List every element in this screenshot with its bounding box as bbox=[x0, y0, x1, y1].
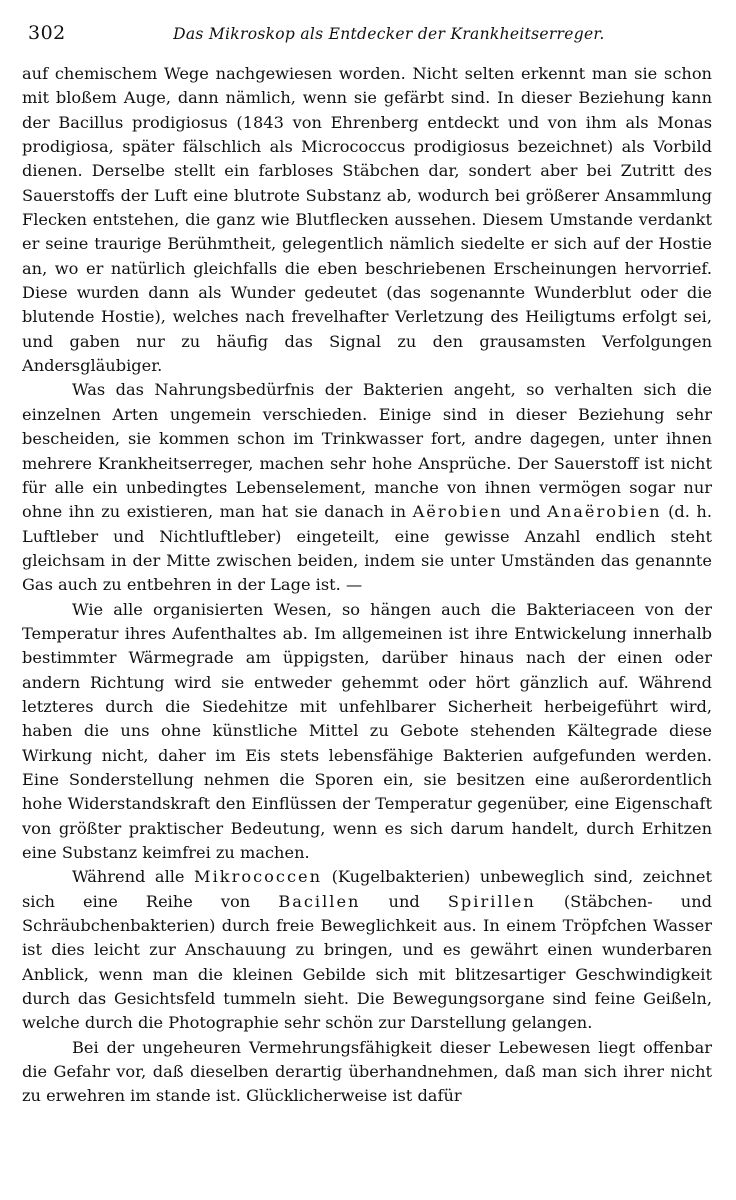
body-text bbox=[22, 62, 712, 1109]
paragraph bbox=[22, 598, 712, 866]
text-run: und bbox=[502, 502, 548, 522]
paragraph bbox=[22, 865, 712, 1035]
spaced-term: Mikrococcen bbox=[194, 867, 323, 887]
page bbox=[22, 22, 712, 1109]
page-number: 302 bbox=[28, 22, 66, 44]
spaced-term: Spirillen bbox=[447, 891, 536, 911]
text-run: Während alle bbox=[72, 867, 195, 887]
page-header bbox=[22, 22, 712, 56]
text-run: (d. h. Luftleber und Nichtluftleber) eingeteilt, eine gewisse Anzahl endlich steht gleichsam in der Mitte zwischen beiden, indem sie unter Umständen das genannte Gas auch zu entbehren in der Lage ist. — bbox=[22, 502, 712, 595]
text-run: auf chemischem Wege nachgewiesen worden. Nicht selten erkennt man sie schon mit bloßem Auge, dann nämlich, wenn sie gefärbt sind. In dieser Beziehung kann der Bacillus prodigiosus (1843 von Ehrenberg entdeckt und von ihm als Monas prodigiosa, später fälschlich als Micrococcus prodigiosus bezeichnet) als Vorbild dienen. Derselbe stellt ein farbloses Stäbchen dar, sondert aber bei Zutritt des Sauerstoffs der Luft eine blutrote Substanz ab, wodurch bei größerer Ansammlung Flecken entstehen, die ganz wie Blutflecken aussehen. Diesem Umstande verdankt er seine traurige Berühmtheit, gelegentlich nämlich siedelte er sich auf der Hostie an, wo er natürlich gleichfalls die eben beschriebenen Erscheinungen hervorrief. Diese wurden dann als Wunder gedeutet (das sogenannte Wunderblut oder die blutende Hostie), welches nach frevelhafter Verletzung des Heiligtums erfolgt sei, und gaben nur zu häufig das Signal zu den grausamsten Verfolgungen Andersgläubiger. bbox=[22, 64, 712, 376]
spaced-term: Anaërobien bbox=[547, 502, 662, 522]
paragraph bbox=[22, 1036, 712, 1109]
paragraph bbox=[22, 62, 712, 378]
spaced-term: Bacillen bbox=[278, 891, 361, 911]
running-title: Das Mikroskop als Entdecker der Krankheitserreger. bbox=[173, 25, 605, 43]
spaced-term: Aërobien bbox=[412, 502, 503, 522]
text-run: (Stäbchen- und Schräubchenbakterien) durch freie Beweglichkeit aus. In einem Tröpfchen Wasser ist dies leicht zur Anschauung zu bringen, und es gewährt einen wunderbaren Anblick, wenn man die kleinen Gebilde sich mit blitzesartiger Geschwindigkeit durch das Gesichtsfeld tummeln sieht. Die Bewegungsorgane sind feine Geißeln, welche durch die Photographie sehr schön zur Darstellung gelangen. bbox=[22, 891, 712, 1033]
text-run: Bei der ungeheuren Vermehrungsfähigkeit dieser Lebewesen liegt offenbar die Gefahr vor, daß dieselben derartig überhandnehmen, daß man sich ihrer nicht zu erwehren im stande ist. Glücklicherweise ist dafür bbox=[22, 1037, 712, 1106]
text-run: und bbox=[360, 891, 448, 911]
text-run: Wie alle organisierten Wesen, so hängen auch die Bakteriaceen von der Temperatur ihres Aufenthaltes ab. Im allgemeinen ist ihre Entwickelung innerhalb bestimmter Wärmegrade am üppigsten, darüber hinaus nach der einen oder andern Richtung wird sie entweder gehemmt oder hört gänzlich auf. Während letzteres durch die Siedehitze mit unfehlbarer Sicherheit herbeigeführt wird, haben die uns ohne künstliche Mittel zu Gebote stehenden Kältegrade diese Wirkung nicht, daher im Eis stets lebensfähige Bakterien aufgefunden werden. Eine Sonderstellung nehmen die Sporen ein, sie besitzen eine außerordentlich hohe Widerstandskraft den Einflüssen der Temperatur gegenüber, eine Eigenschaft von größter praktischer Bedeutung, wenn es sich darum handelt, durch Erhitzen eine Substanz keimfrei zu machen. bbox=[22, 599, 712, 862]
text-run: (Kugelbakterien) unbeweglich sind, zeichnet sich eine Reihe von bbox=[22, 867, 712, 911]
paragraph bbox=[22, 378, 712, 597]
text-run: Was das Nahrungsbedürfnis der Bakterien angeht, so verhalten sich die einzelnen Arten ungemein verschieden. Einige sind in dieser Beziehung sehr bescheiden, sie kommen schon im Trinkwasser fort, andre dagegen, unter ihnen mehrere Krankheitserreger, machen sehr hohe Ansprüche. Der Sauerstoff ist nicht für alle ein unbedingtes Lebenselement, manche von ihnen vermögen sogar nur ohne ihn zu existieren, man hat sie danach in bbox=[22, 380, 712, 522]
